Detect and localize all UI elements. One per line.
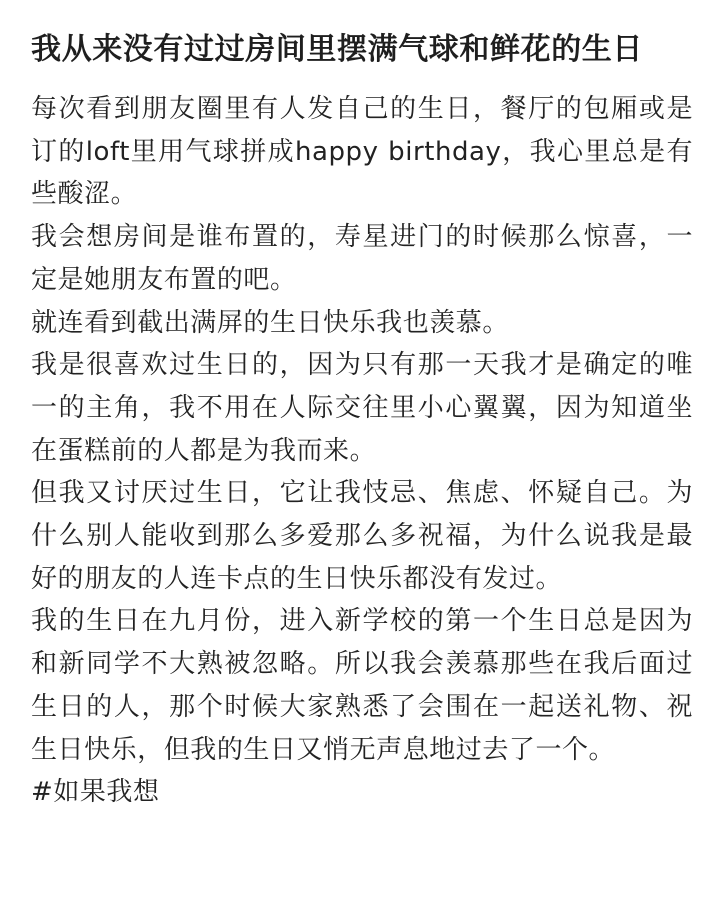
post-paragraph: 就连看到截出满屏的生日快乐我也羡慕。 — [31, 307, 509, 338]
post-paragraph: 我的生日在九月份，进入新学校的第一个生日总是因为和新同学不大熟被忽略。所以我会羡慕那些在我后面过生日的人，那个时候大家熟悉了会围在一起送礼物、祝生日快乐，但我的生日又悄无声息地过去了一个。 — [31, 606, 693, 765]
post-article — [31, 28, 693, 814]
post-paragraph: 但我又讨厌过生日，它让我忮忌、焦虑、怀疑自己。为什么别人能收到那么多爱那么多祝福，为什么说我是最好的朋友的人连卡点的生日快乐都没有发过。 — [31, 478, 693, 594]
post-paragraph: 我是很喜欢过生日的，因为只有那一天我才是确定的唯一的主角，我不用在人际交往里小心翼翼，因为知道坐在蛋糕前的人都是为我而来。 — [31, 350, 693, 466]
post-paragraph: 每次看到朋友圈里有人发自己的生日，餐厅的包厢或是订的loft里用气球拼成happy birthday，我心里总是有些酸涩。 — [31, 94, 693, 210]
post-title: 我从来没有过过房间里摆满气球和鲜花的生日 — [31, 32, 643, 67]
post-body — [31, 88, 693, 814]
post-paragraph: 我会想房间是谁布置的，寿星进门的时候那么惊喜，一定是她朋友布置的吧。 — [31, 222, 693, 295]
post-topic-tag[interactable]: #如果我想 — [31, 777, 160, 808]
